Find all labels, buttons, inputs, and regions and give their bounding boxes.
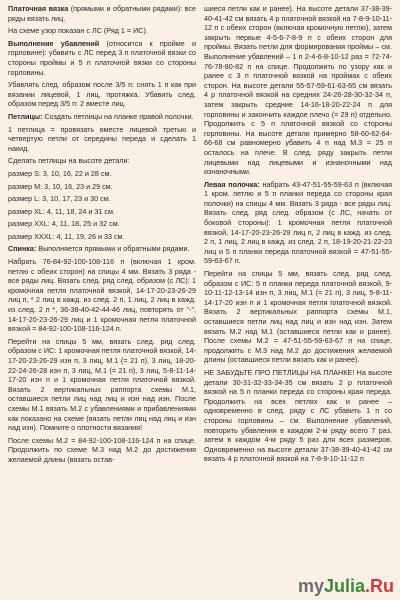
- article-page: [8, 4, 392, 564]
- paragraph: размер XL: 4, 11, 18, 24 и 31 см.: [8, 206, 115, 216]
- paragraph: Спинка: Выполняется прямыми и обратными рядами.: [8, 244, 190, 254]
- paragraph: Перейти на спицы 5 мм, вязать след. ряд след. образом с ИС: 1 кромочная петля платочной вязкой, 14-17-20-23-26-29 изн п, 3 лиц, М.1 (= 21 п), 3 лиц, 18-20-22-24-26-28 изн п, 3 лиц, М.1 (= 21 п), 3 лиц, 5-8-11-14-17-20 изн п и 1 кромочная петля платочной вязкой. Вязать 2 вертикальных раппорта схемы М.1, оставшиеся петли лиц над лиц и изн над изн. После схемы М.1 вязать М.2 с убавлениями и прибавлениями как показано на схеме (вязать петли лиц над лиц и изн над изн). Помните о плотности вязания!: [8, 336, 196, 433]
- paragraph: Набрать 76-84-92-100-108-116 п (включая 1 кром. петлю с обеих сторон) на спицы 4 мм. Вязать 3 ряда - все ряды лиц. Вязать след. ряд след. образом (с ЛС): 1 кромочная петля платочной вязкой, 14-17-20-23-26-29 лиц п, * 2 лиц в кажд. из след. 2 п, 1 лиц, 2 лиц в кажд. из след. 2 п *, 36-38-40-42-44-46 лиц, повторять от "-", 14-17-20-23-26-29 лиц и 1 кромочная петля платочной вязкой = 84-92-100-108-116-124 п.: [8, 257, 196, 334]
- paragraph: размер XXL: 4, 11, 18, 25 и 32 см.: [8, 219, 120, 229]
- paragraph: Петлицы: Создать петлицы на планке правой полочки.: [8, 111, 194, 121]
- paragraph: Сделать петлицы на высоте детали:: [8, 156, 130, 166]
- paragraph: Левая полочка: набрать 43-47-51-55-59-63 п (включая 1 кром. петлю и 5 п планки переда со стороны края полочки) на спицы 4 мм. Вязать 3 ряда - все ряды лиц. Вязать след. ряд след. образом (с ЛС, начать от боковой стороны): 1 кромочная петля платочной вязкой, 14-17-20-23-26-29 лиц п, 2 лиц в кажд. из след. 2 п, 1 лиц, 2 лиц в кажд. из след. 2 п, 18-19-20-21-22-23 лиц и 5 п планки переда платочной вязкой = 47-51-55-59-63-67 п.: [204, 179, 392, 266]
- paragraph: На схеме узор показан с ЛС (Ряд 1 = ИС).: [8, 26, 148, 36]
- paragraph: НЕ ЗАБУДЬТЕ ПРО ПЕТЛИЦЫ НА ПЛАНКЕ! На высоте детали 30-31-32-33-34-35 см вязать 2 р платочной вязкой на 5 п планки переда со стороны края переда. Продолжить на всех петлях как и ранее – одновременно в след. ряду с ЛС убавить 1 п со стороны горловины – см. Выполнение убавлений, повторить убавления в каждом 2-м ряду всего 7 раз, затем в каждом 4-м ряду 5 раз для всех размеров. Одновременно на высоте детали 37-38-39-40-41-42 см вязать 4 р платочной вязкой на 7-8-9-10-11-12 п: [204, 367, 392, 464]
- paragraph: Перейти на спицы 5 мм, вязать след. ряд след. образом с ИС: 5 п планки переда платочной вязкой, 9-10-11-12-13-14 изн п, 3 лиц, М.1 (= 21 п), 3 лиц, 5-8-11-14-17-20 изн п и 1 кромочная петля платочной вязкой. Вязать 2 вертикальных раппорта схемы М.1, оставшиеся петли лиц над лиц и изн над изн. Затем вязать М.2 над М.1 (оставшиеся петли как и ранее). После схемы М.2 = 47-51-55-59-63-67 п на спице, продолжить с М.3 над М.2 до достижения желаемой длины (оставшиеся петли вязать как и ранее).: [204, 269, 392, 365]
- paragraph: Выполнение убавлений (относится к пройме и горловине): убавить с ЛС перед 3 п платочной вязки со стороны проймы и 5 п платочной вязки со стороны горловины.: [8, 38, 196, 77]
- paragraph: Платочная вязка (прямыми и обратными рядами): все ряды вязать лиц.: [8, 4, 196, 23]
- site-watermark: myJulia.Ru: [297, 576, 394, 596]
- paragraph: После схемы М.2 = 84-92-100-108-116-124 п на спице. Продолжить по схеме М.3 над М.2 до достижения желаемой длины (вязать остав-: [8, 435, 196, 464]
- paragraph: 1 петлица = провязать вместе лицевой третью и четвертую петли от середины переда и сделать 1 накид.: [8, 124, 196, 153]
- paragraph: размер XXXL: 4, 11, 19, 26 и 33 см.: [8, 231, 125, 241]
- paragraph: размер L: 3, 10, 17, 23 и 30 см.: [8, 194, 111, 204]
- paragraph: размер M: 3, 10, 16, 23 и 29 см.: [8, 181, 113, 191]
- paragraph: шиеся петли как и ранее). На высоте детали 37-38-39-40-41-42 см вязать 4 р платочной вязкой на 7-8-9-10-11-12 п с обеих сторон (включая кромочную петлю), затем закрыть первые 4-5-6-7-8-9 п с обеих сторон для проймы. Вязать петли для формирования проймы – см. Выполнение убавлений – 1 п 2-4-6-8-10-12 раз = 72-74-76-78-80-82 п на спице. Продолжить по узору как и ранее с 3 п платочной вязкой на проймах с обеих сторон. На высоте детали 55-57-59-61-63-65 см вязать 4 р платочной вязкой на средних 24-26-28-30-32-34 п, затем закрыть средние 14-16-18-20-22-24 п для горловины и закончить каждое плечо (= 29 п) отдельно. Продолжить с 5 п платочной вязкой со стороны горловины. На высоте детали примерно 58-60-62-64-66-68 см равномерно убавить 4 п над М.3 = 25 п осталось на плече. В след. ряду закрыть петли лицевыми над лицевыми и изнаночными над изнаночными.: [204, 4, 392, 177]
- left-column: [8, 4, 196, 564]
- right-column: [204, 4, 392, 564]
- paragraph: размер S: 3, 10, 16, 22 и 28 см.: [8, 168, 112, 178]
- paragraph: Убавлять след. образом после 3/5 п: снять 1 п как при вязании лицевой, 1 лиц, протяжка. Убавить след. образом перед 3/5 п: 2 вместе лиц.: [8, 80, 196, 109]
